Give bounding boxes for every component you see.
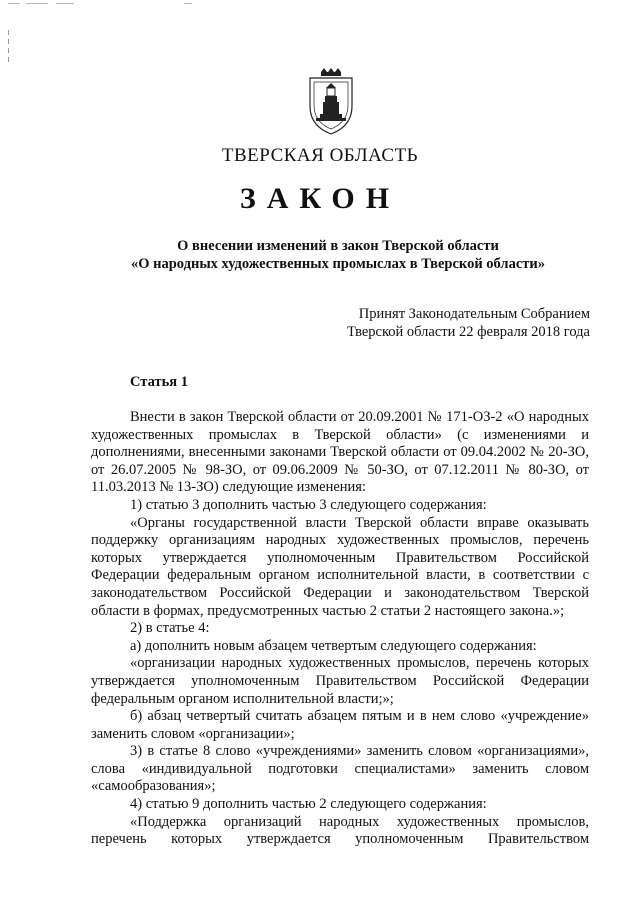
scan-artifact-marks [8,0,208,20]
paragraph: 4) статью 9 дополнить частью 2 следующего содержания: [130,796,487,813]
paragraph: б) абзац четвертый считать абзацем пятым и в нем слово «учреждение» заменить словом «организации»; [91,708,589,742]
adoption-line-1: Принят Законодательным Собранием [358,306,590,322]
scan-artifact-ticks [8,30,10,70]
paragraph: «Органы государственной власти Тверской области вправе оказывать поддержку организациям народных художественных промыслов, перечень которых утверждается уполномоченным Правительством Российской Федерации федеральным органом исполнительной власти, в соответствии с законодательством Российской Федерации и законодательством Тверской области в формах, предусмотренных частью 2 статьи 2 настоящего закона.»; [91,514,589,619]
document-type-title: ЗАКОН [239,182,401,215]
paragraph: 2) в статье 4: [130,620,210,637]
article-heading: Статья 1 [130,374,188,390]
paragraph: 3) в статье 8 слово «учреждениями» заменить словом «организациями», слова «индивидуальной подготовки специалистами» заменить словом «самообразования»; [91,743,589,795]
adoption-line-2: Тверской области 22 февраля 2018 года [346,324,590,340]
law-subtitle-line-2: «О народных художественных промыслах в Тверской области» [130,256,545,272]
article-body [91,409,589,849]
paragraph: 1) статью 3 дополнить частью 3 следующего содержания: [130,496,487,513]
paragraph: Внести в закон Тверской области от 20.09.2001 № 171-ОЗ-2 «О народных художественных промыслах в Тверской области» (с изменениями и дополнениями, внесенными законами Тверской области от 09.04.2002 № 20-ЗО, от 26.07.2005 № 98-ЗО, от 09.06.2009 № 50-ЗО, от 07.12.2011 № 80-ЗО, от 11.03.2013 № 13-ЗО) следующие изменения: [91,409,589,496]
region-title: ТВЕРСКАЯ ОБЛАСТЬ [221,145,419,166]
paragraph: «Поддержка организаций народных художественных промыслов, перечень которых утверждается уполномоченным Правительством [91,813,589,848]
tver-coat-of-arms-icon [306,68,356,138]
paragraph: «организации народных художественных промыслов, перечень которых утверждается уполномоченным Правительством Российской Федерации федеральным органом исполнительной власти;»; [91,655,589,707]
law-subtitle-line-1: О внесении изменений в закон Тверской области [177,238,499,254]
paragraph: а) дополнить новым абзацем четвертым следующего содержания: [130,637,537,654]
